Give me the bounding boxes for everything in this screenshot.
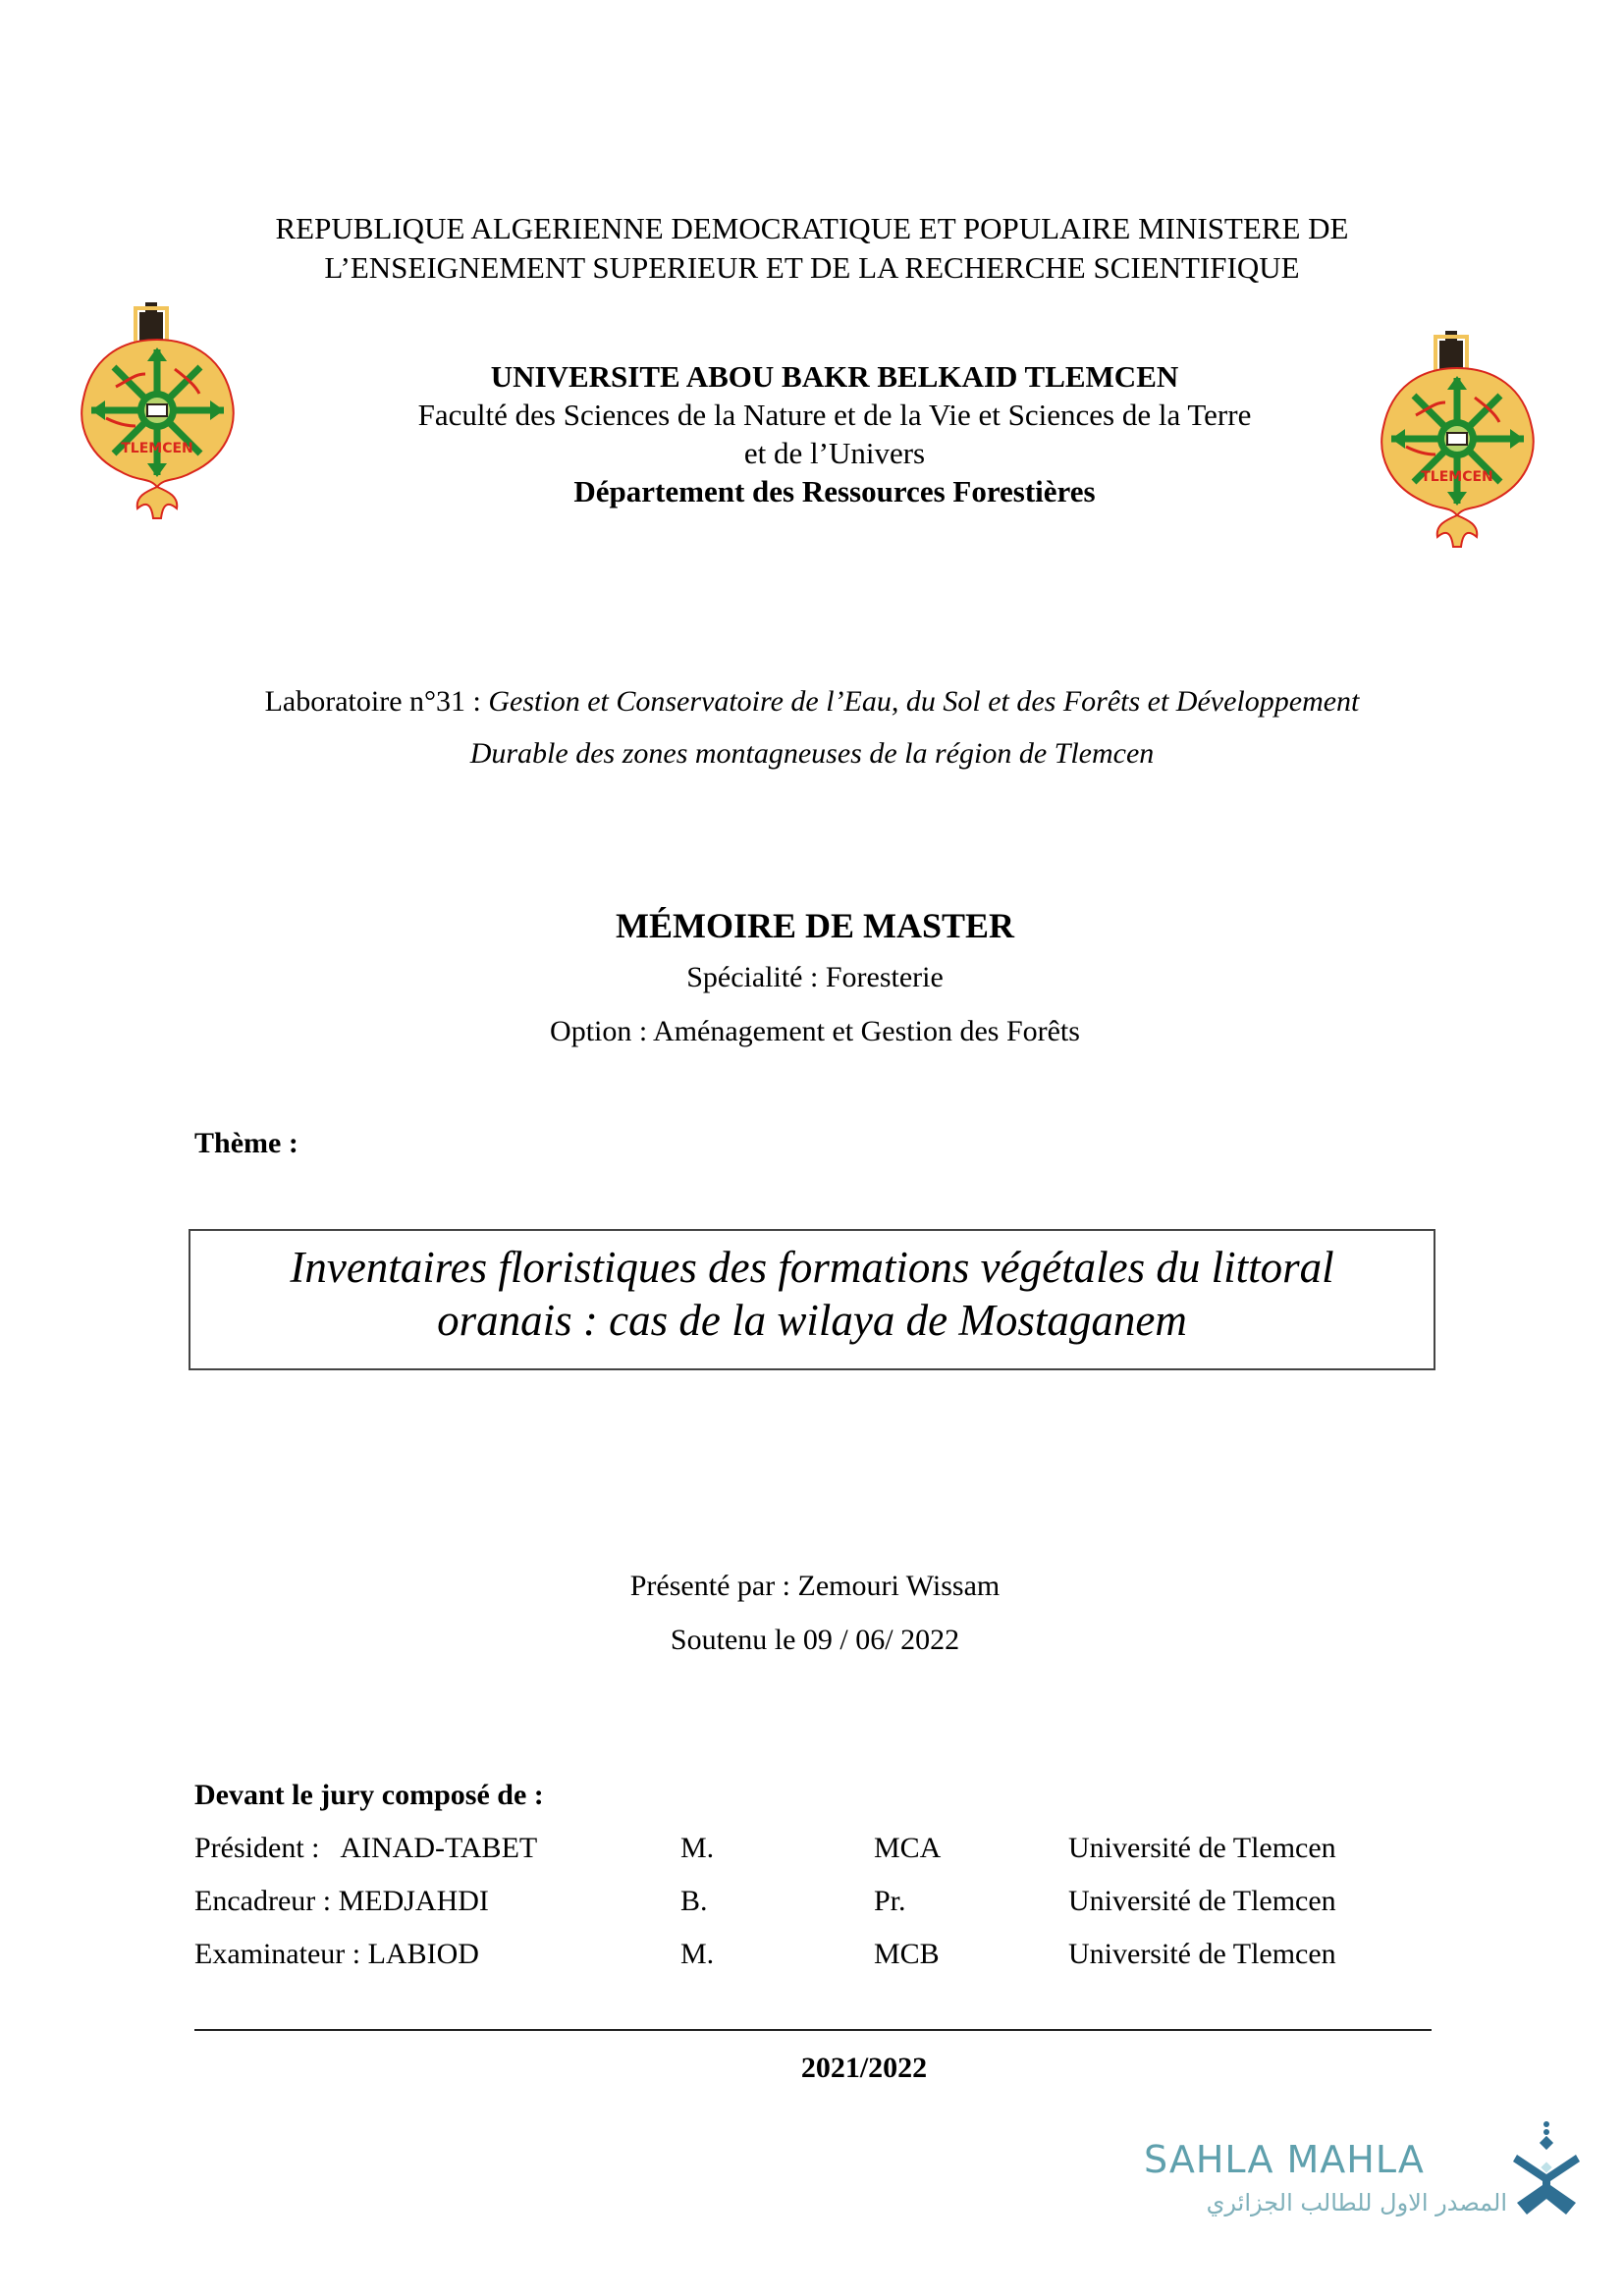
jury-row-encadreur (194, 1885, 1432, 1924)
university-block (353, 357, 1316, 510)
option: Option : Aménagement et Gestion des Forêts (550, 1015, 1080, 1047)
jury-institution: Université de Tlemcen (1068, 1938, 1336, 1970)
theme-label: Thème : (194, 1127, 298, 1159)
laboratory-prefix: Laboratoire n°31 : (264, 685, 489, 718)
faculty-line-2: et de l’Univers (743, 436, 926, 470)
jury-institution: Université de Tlemcen (1068, 1885, 1336, 1917)
presentation-block (491, 1559, 1139, 1667)
jury-initial: M. (680, 1832, 715, 1864)
jury-grade: MCA (874, 1832, 942, 1864)
jury-role: Président : AINAD-TABET (194, 1832, 538, 1864)
jury-grade: Pr. (874, 1885, 906, 1917)
sahla-mahla-emblem-icon (1507, 2120, 1586, 2218)
specialite: Spécialité : Foresterie (686, 961, 944, 993)
jury-grade: MCB (874, 1938, 940, 1970)
jury-initial: M. (680, 1938, 715, 1970)
jury-row-examinateur (194, 1938, 1432, 1977)
department-name: Département des Ressources Forestières (573, 474, 1096, 508)
laboratory-name-2: Durable des zones montagneuses de la région de Tlemcen (469, 737, 1155, 770)
university-emblem-icon (77, 300, 239, 521)
jury-role: Examinateur : LABIOD (194, 1938, 479, 1970)
laboratory-name-1: Gestion et Conservatoire de l’Eau, du Sol et des Forêts et Développement (488, 685, 1360, 718)
laboratory-line-2 (147, 727, 1477, 779)
memoire-title: MÉMOIRE DE MASTER (615, 906, 1015, 945)
svg-text:TLEMCEN: TLEMCEN (121, 441, 193, 456)
faculty-line-1: Faculté des Sciences de la Nature et de la Vie et Sciences de la Terre (417, 398, 1252, 432)
defense-date: Soutenu le 09 / 06/ 2022 (670, 1624, 960, 1656)
university-emblem-icon (1377, 329, 1539, 550)
laboratory-line-1 (147, 675, 1477, 727)
jury-row-president (194, 1832, 1432, 1871)
jury-role: Encadreur : MEDJAHDI (194, 1885, 489, 1917)
university-name: UNIVERSITE ABOU BAKR BELKAID TLEMCEN (490, 359, 1179, 394)
watermark-tagline: المصدر الاول للطالب الجزائري (1206, 2189, 1507, 2216)
memoire-block (393, 901, 1237, 1058)
ministry-line-1: REPUBLIQUE ALGERIENNE DEMOCRATIQUE ET POPULAIRE MINISTERE DE (275, 211, 1349, 245)
theme-title-line-1: Inventaires floristiques des formations végétales du littoral (290, 1243, 1334, 1292)
theme-title-line-2: oranais : cas de la wilaya de Mostaganem (437, 1296, 1187, 1345)
presented-by: Présenté par : Zemouri Wissam (629, 1570, 1001, 1602)
separator-rule (194, 2029, 1432, 2031)
svg-text:TLEMCEN: TLEMCEN (1421, 469, 1493, 485)
sahla-mahla-watermark (1134, 2120, 1605, 2228)
ministry-line-2: L’ENSEIGNEMENT SUPERIEUR ET DE LA RECHERCHE SCIENTIFIQUE (324, 250, 1300, 285)
laboratory-block (147, 675, 1477, 779)
jury-initial: B. (680, 1885, 708, 1917)
university-logo-right (1377, 329, 1539, 550)
jury-title: Devant le jury composé de : (194, 1779, 544, 1811)
academic-year: 2021/2022 (800, 2052, 928, 2084)
university-logo-left (77, 300, 239, 521)
theme-title-box (189, 1229, 1435, 1370)
watermark-brand: SAHLA MAHLA (1144, 2138, 1425, 2181)
ministry-header (196, 209, 1428, 288)
jury-institution: Université de Tlemcen (1068, 1832, 1336, 1864)
